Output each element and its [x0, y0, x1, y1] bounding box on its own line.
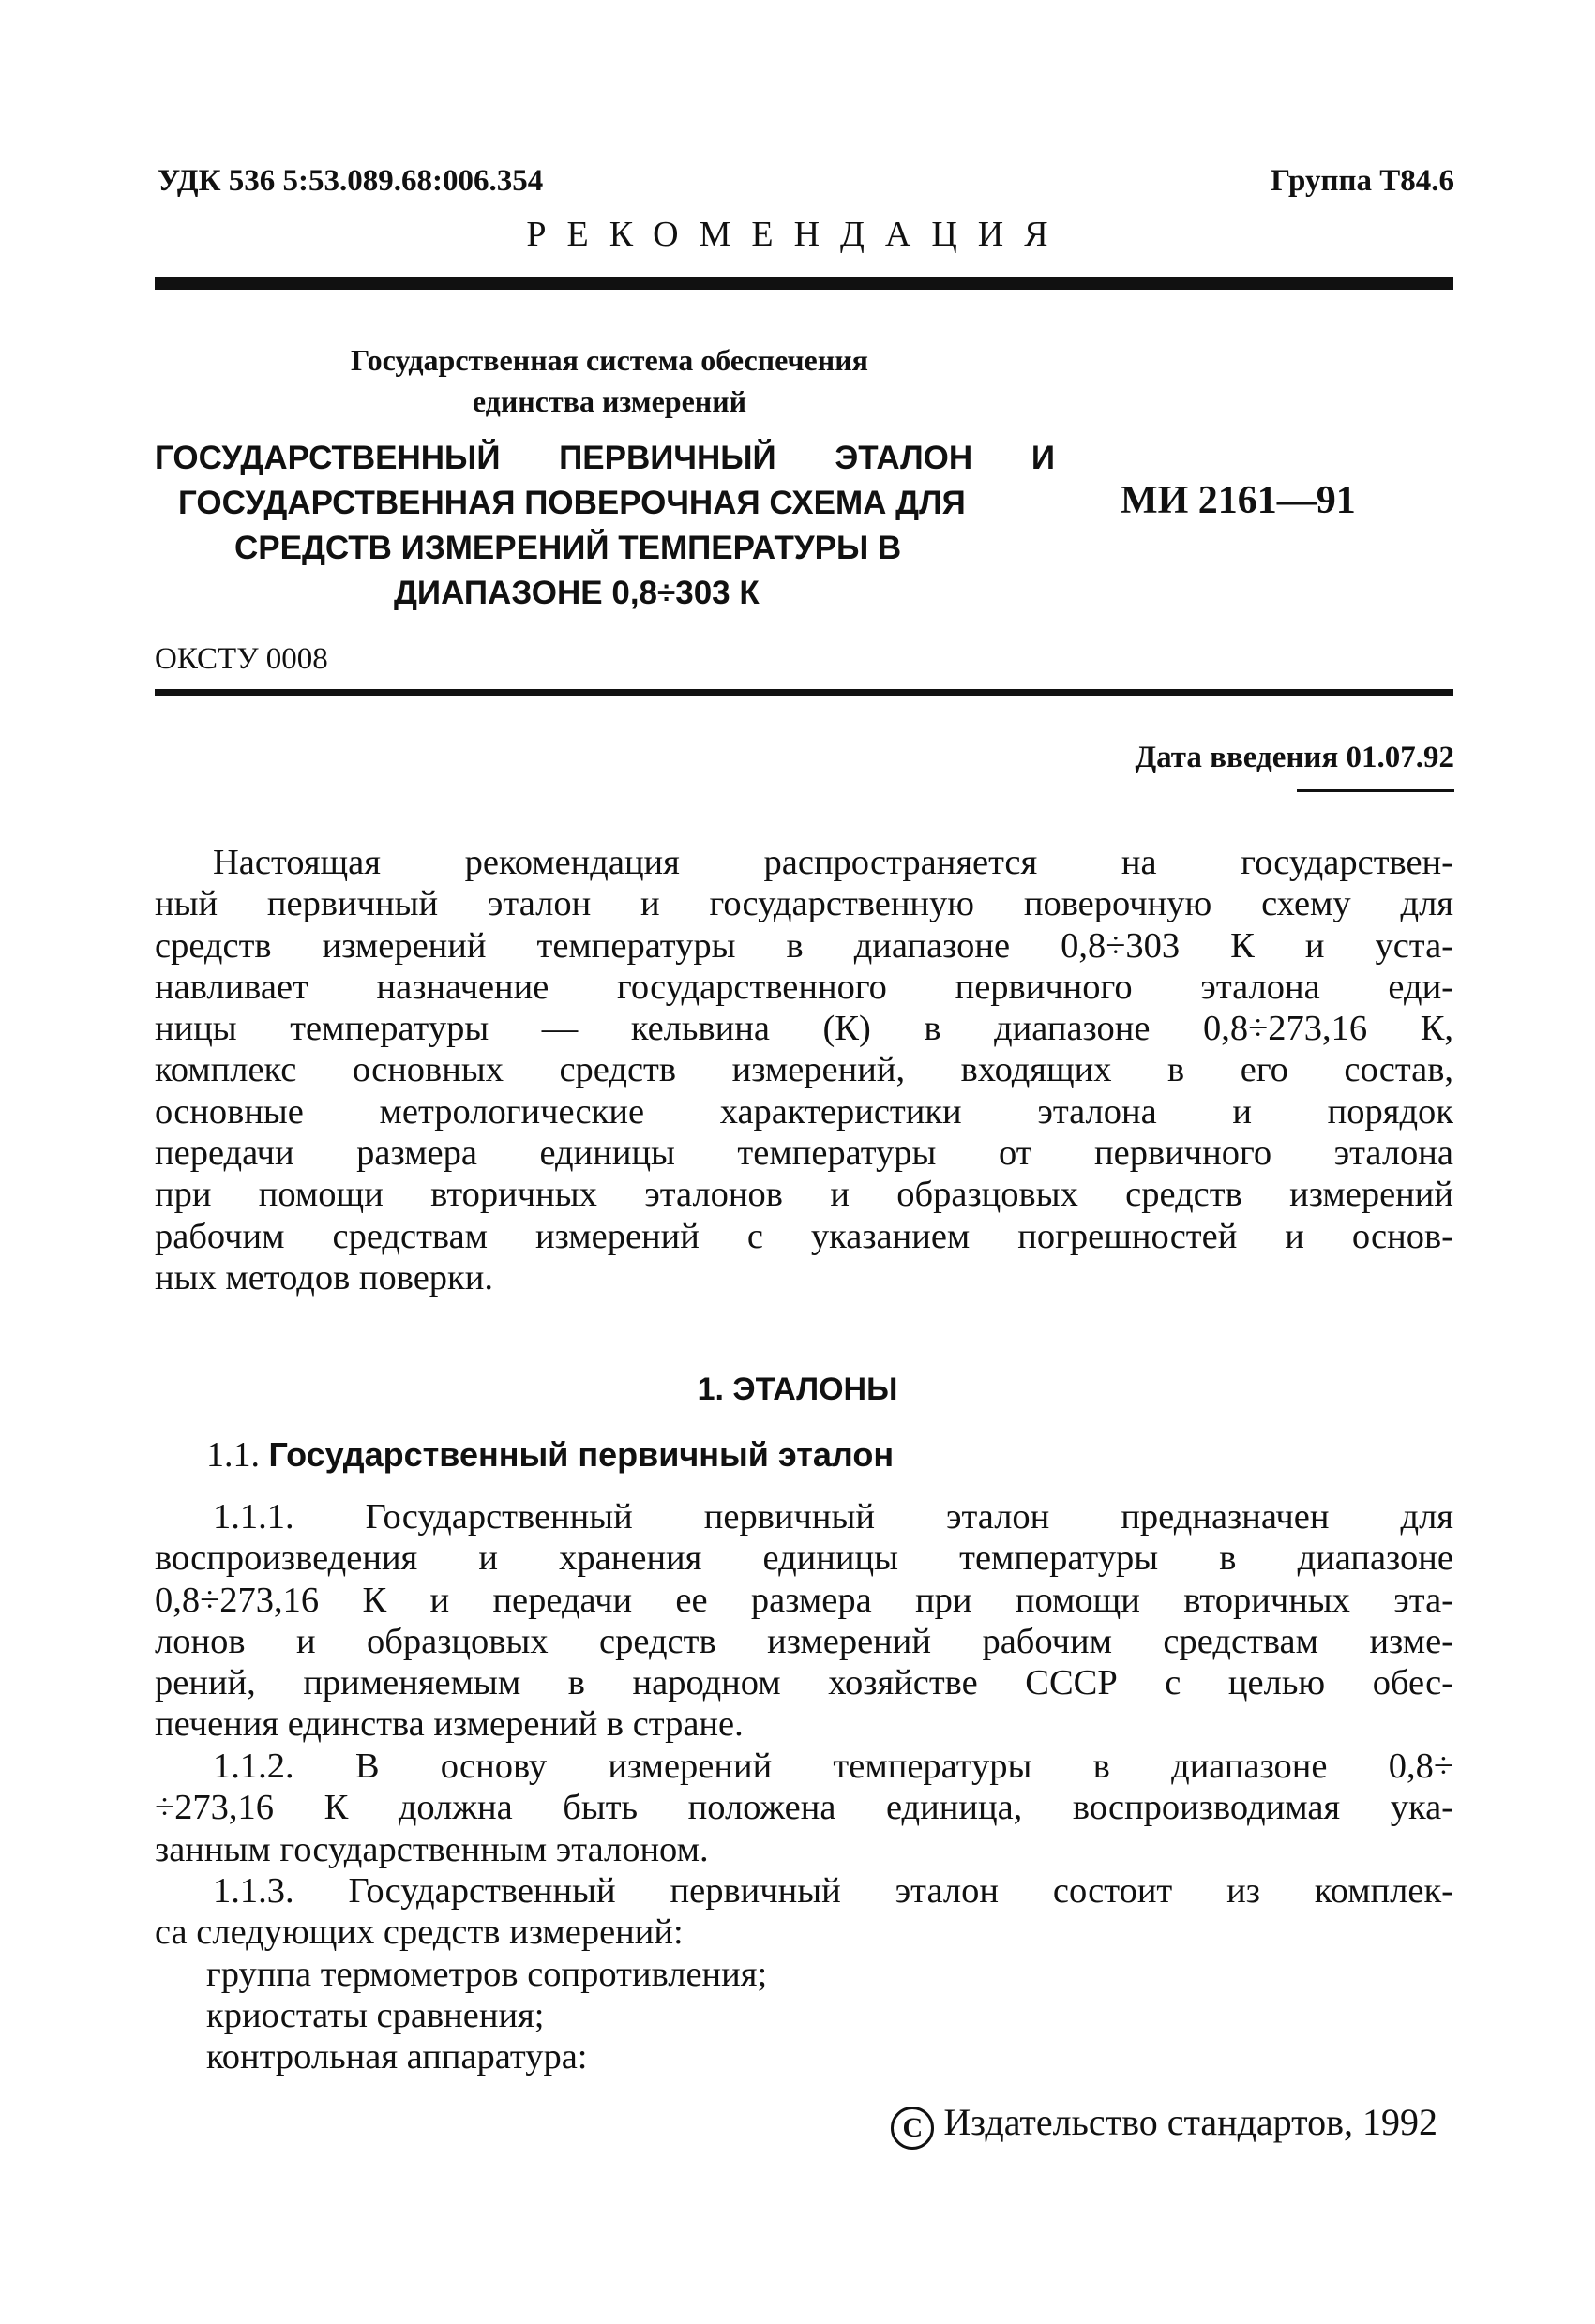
header-divider	[155, 277, 1453, 290]
copyright-text: Издательство стандартов, 1992	[943, 2101, 1437, 2143]
okstu-code: ОКСТУ 0008	[155, 642, 328, 676]
text-line: ÷273,16 К должна быть положена единица, воспроизводимая ука-	[155, 1788, 1453, 1828]
text-line: ницы температуры — кельвина (К) в диапазоне 0,8÷273,16 К,	[155, 1009, 1453, 1049]
text-line: навливает назначение государственного первичного эталона еди-	[155, 967, 1453, 1007]
document-code: МИ 2161—91	[1121, 479, 1356, 522]
text-line: группа термометров сопротивления;	[206, 1954, 768, 1994]
date-underline	[1297, 789, 1454, 792]
text-line: криостаты сравнения;	[206, 1995, 545, 2035]
text-line: лонов и образцовых средств измерений рабочим средствам изме-	[155, 1621, 1453, 1661]
text-line: рабочим средствам измерений с указанием погрешностей и основ-	[155, 1216, 1453, 1256]
text-line: средств измерений температуры в диапазоне 0,8÷303 К и уста-	[155, 925, 1453, 966]
text-line: 0,8÷273,16 К и передачи ее размера при помощи вторичных эта-	[155, 1580, 1453, 1620]
text-line: 1.1.3. Государственный первичный эталон состоит из комплек-	[213, 1871, 1453, 1911]
text-line: Настоящая рекомендация распространяется на государствен-	[213, 843, 1453, 882]
copyright-notice	[891, 2100, 1437, 2150]
text-line: са следующих средств измерений:	[155, 1912, 684, 1953]
text-line: рений, применяемым в народном хозяйстве СССР с целью обес-	[155, 1663, 1453, 1703]
udk-code: УДК 536 5:53.089.68:006.354	[158, 164, 544, 198]
text-line: ный первичный эталон и государственную поверочную схему для	[155, 884, 1453, 924]
subsection-heading	[206, 1434, 894, 1476]
paragraph-1-1-3	[155, 1870, 1453, 2077]
group-code: Группа Т84.6	[1271, 164, 1454, 198]
paragraph-1-1-1	[155, 1496, 1453, 1746]
system-name	[234, 339, 985, 422]
intro-paragraph	[155, 842, 1453, 1298]
system-line: единства измерений	[472, 384, 747, 418]
text-line: комплекс основных средств измерений, входящих в его состав,	[155, 1050, 1453, 1090]
text-line: 1.1.1. Государственный первичный эталон предназначен для	[213, 1497, 1453, 1537]
text-line: контрольная аппаратура:	[206, 2037, 588, 2077]
text-line: воспроизведения и хранения единицы температуры в диапазоне	[155, 1538, 1453, 1579]
text-line: печения единства измерений в стране.	[155, 1704, 744, 1745]
title-line: СРЕДСТВ ИЗМЕРЕНИЙ ТЕМПЕРАТУРЫ В	[234, 530, 902, 566]
text-line: передачи размера единицы температуры от первичного эталона	[155, 1133, 1453, 1174]
system-line: Государственная система обеспечения	[351, 343, 868, 377]
section-heading: 1. ЭТАЛОНЫ	[697, 1372, 898, 1407]
document-type-heading: РЕКОМЕНДАЦИЯ	[526, 215, 1069, 254]
paragraph-1-1-2	[155, 1746, 1453, 1870]
text-line: ных методов поверки.	[155, 1257, 493, 1297]
subsection-title: Государственный первичный эталон	[268, 1435, 895, 1474]
text-line: основные метрологические характеристики эталона и порядок	[155, 1091, 1453, 1132]
text-line: занным государственным эталоном.	[155, 1829, 709, 1869]
copyright-icon: С	[891, 2107, 934, 2150]
title-line: ДИАПАЗОНЕ 0,8÷303 К	[394, 575, 760, 611]
title-divider	[155, 689, 1453, 696]
title-line: ГОСУДАРСТВЕННАЯ ПОВЕРОЧНАЯ СХЕМА ДЛЯ	[178, 485, 966, 521]
document-title	[155, 436, 1055, 616]
introduction-date: Дата введения 01.07.92	[1135, 741, 1454, 774]
text-line: при помощи вторичных эталонов и образцовых средств измерений	[155, 1175, 1453, 1215]
subsection-number: 1.1.	[206, 1435, 260, 1475]
title-line: ГОСУДАРСТВЕННЫЙ ПЕРВИЧНЫЙ ЭТАЛОН И	[155, 440, 1055, 476]
text-line: 1.1.2. В основу измерений температуры в диапазоне 0,8÷	[213, 1747, 1453, 1786]
